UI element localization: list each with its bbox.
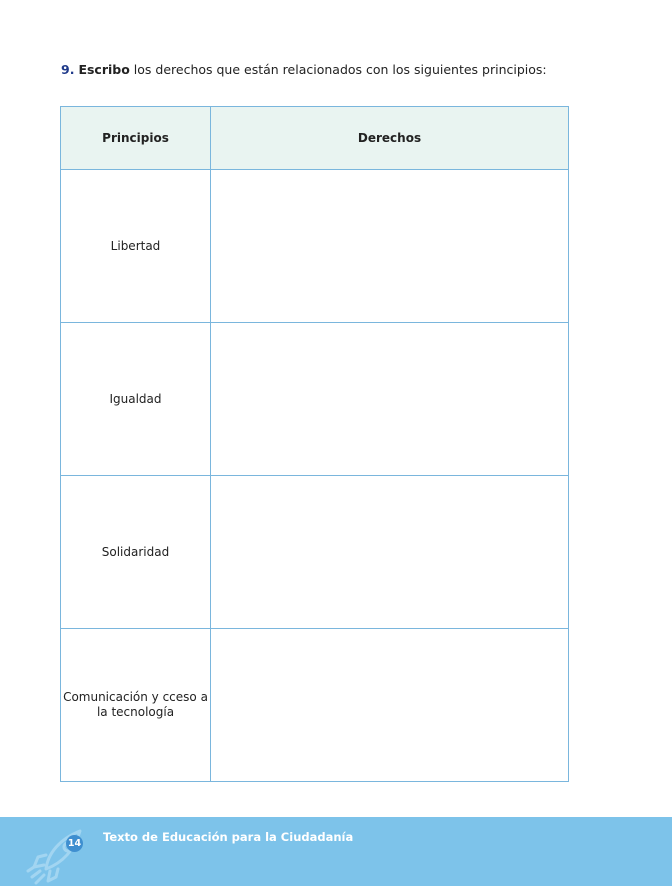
rights-answer-cell[interactable]	[211, 629, 569, 782]
rights-answer-cell[interactable]	[211, 323, 569, 476]
header-principios: Principios	[61, 107, 211, 170]
principle-cell: Libertad	[61, 170, 211, 323]
footer-title: Texto de Educación para la Ciudadanía	[103, 830, 354, 844]
exercise-verb: Escribo	[78, 62, 130, 77]
exercise-text: los derechos que están relacionados con los siguientes principios:	[129, 62, 547, 77]
principle-cell: Comunicación y cceso a la tecnología	[61, 629, 211, 782]
table-row	[61, 476, 569, 629]
rights-answer-cell[interactable]	[211, 476, 569, 629]
table-row	[61, 170, 569, 323]
principle-cell: Igualdad	[61, 323, 211, 476]
page-number: 14	[66, 835, 83, 852]
principle-cell: Solidaridad	[61, 476, 211, 629]
page-footer	[0, 817, 672, 886]
exercise-number: 9.	[61, 62, 75, 77]
principles-rights-table	[60, 106, 569, 782]
table-header-row	[61, 107, 569, 170]
header-derechos: Derechos	[211, 107, 569, 170]
rights-answer-cell[interactable]	[211, 170, 569, 323]
table-row	[61, 323, 569, 476]
table-row	[61, 629, 569, 782]
rocket-icon	[24, 825, 94, 886]
exercise-instruction	[61, 62, 547, 78]
